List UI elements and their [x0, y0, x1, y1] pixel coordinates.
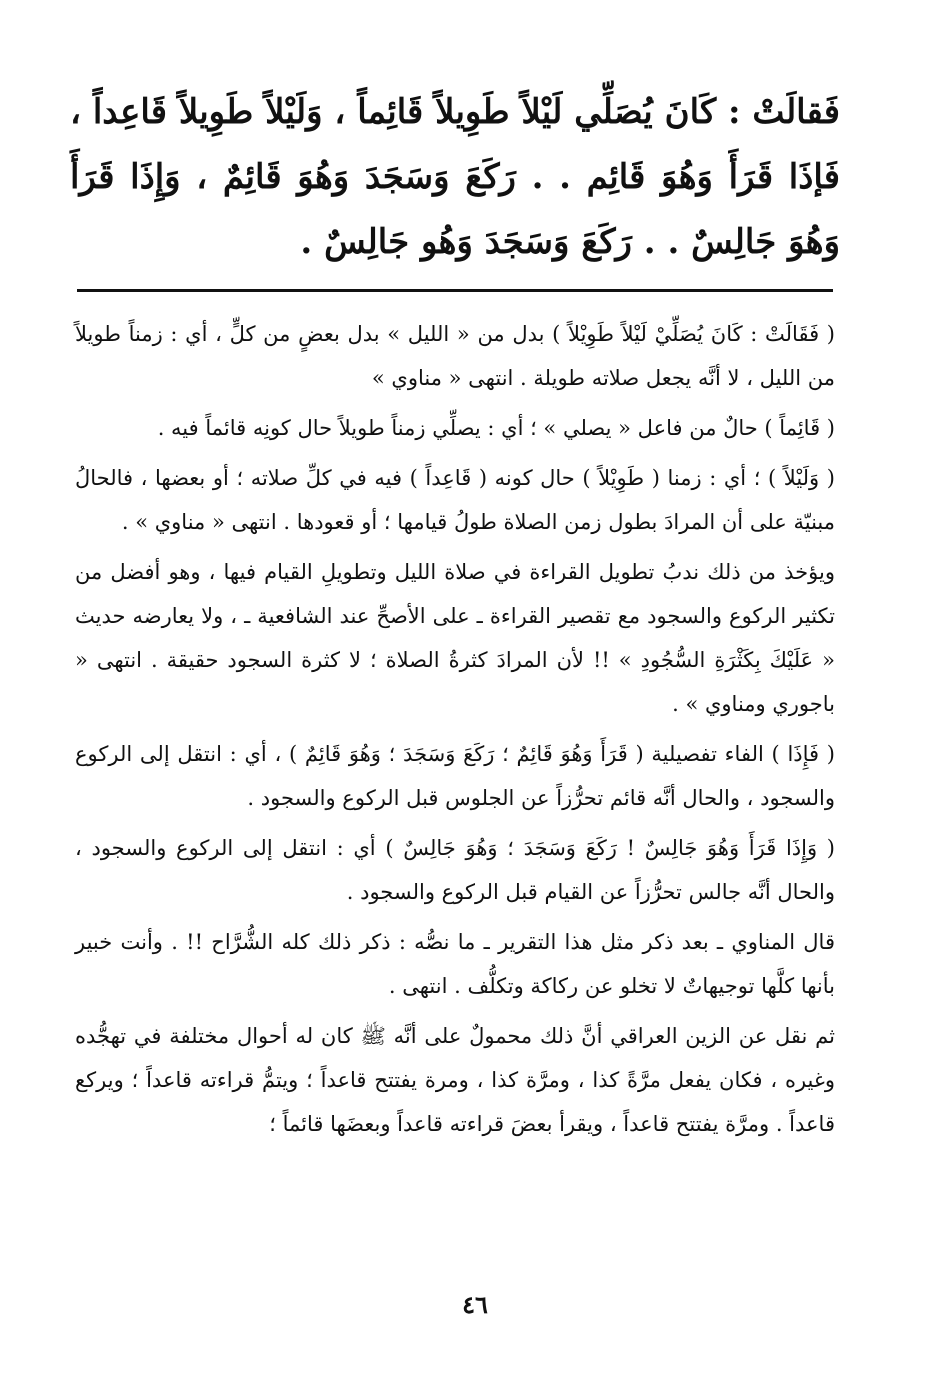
- separator-rule: [77, 289, 833, 292]
- commentary-paragraph: ( وَإِذَا قَرَأَ وَهُوَ جَالِسٌ ! رَكَعَ وَسَجَدَ ؛ وَهُوَ جَالِسٌ ) أي : انتقل إلى الركوع والسجود ، والحال أنَّه جالس تحرُّزاً عن القيام قبل الركوع والسجود .: [75, 836, 835, 904]
- commentary-paragraph: ويؤخذ من ذلك ندبُ تطويل القراءة في صلاة الليل وتطويلِ القيام فيها ، وهو أفضل من تكثير الركوع والسجود مع تقصير القراءة ـ على الأصحِّ عند الشافعية ـ ، ولا يعارضه حديث « عَلَيْكَ بِكَثْرَةِ السُّجُودِ » !! لأن المرادَ كثرةُ الصلاة ؛ لا كثرة السجود حقيقة . انتهى « باجوري ومناوي » .: [75, 560, 835, 716]
- commentary-section: [75, 312, 835, 1152]
- commentary-paragraph: ( قَائِماً ) حالٌ من فاعل « يصلي » ؛ أي : يصلِّي زمناً طويلاً حال كونِه قائماً فيه .: [157, 416, 835, 440]
- commentary-paragraph: ( فَقَالَتْ : كَانَ يُصَلِّيْ لَيْلاً طَوِيْلاً ) بدل من « الليل » بدل بعضٍ من كلٍّ ، أي : زمناً طويلاً من الليل ، لا أنَّه يجعل صلاته طويلة . انتهى « مناوي »: [75, 322, 835, 390]
- commentary-paragraph: ( وَلَيْلاً ) ؛ أي : زمنا ( طَوِيْلاً ) حال كونه ( قَاعِداً ) فيه في كلِّ صلاته ؛ أو بعضها ، فالحالُ مبنيّة على أن المرادَ بطول زمن الصلاة طولُ قيامها ؛ أو قعودها . انتهى « مناوي » .: [75, 466, 835, 534]
- commentary-paragraph: قال المناوي ـ بعد ذكر مثل هذا التقرير ـ ما نصُّه : ذكر ذلك كله الشُّرَّاح !! . وأنت خبير بأنها كلَّها توجيهاتٌ لا تخلو عن ركاكة وتكلُّف . انتهى .: [75, 930, 835, 998]
- page-number: ٤٦: [462, 1290, 488, 1319]
- hadith-text: فَقالَتْ : كَانَ يُصَلِّي لَيْلاً طَوِيلاً قَائِماً ، وَلَيْلاً طَوِيلاً قَاعِداً ، فَإذَا قَرَأَ وَهُوَ قَائِم . . رَكَعَ وَسَجَدَ وَهُوَ قَائِمٌ ، وَإِذَا قَرَأَ وَهُوَ جَالِسٌ . . رَكَعَ وَسَجَدَ وَهُو جَالِسٌ .: [70, 92, 840, 262]
- commentary-paragraph: ( فَإِذَا ) الفاء تفصيلية ( قَرَأَ وَهُوَ قَائِمٌ ؛ رَكَعَ وَسَجَدَ ؛ وَهُوَ قَائِمٌ ) ، أي : انتقل إلى الركوع والسجود ، والحال أنَّه قائم تحرُّزاً عن الجلوس قبل الركوع والسجود .: [75, 742, 836, 810]
- commentary-paragraph: ثم نقل عن الزين العراقي أنَّ ذلك محمولٌ على أنَّه ﷺ كان له أحوال مختلفة في تهجُّده وغيره ، فكان يفعل مرَّةً كذا ، ومرَّة كذا ، ومرة يفتتح قاعداً ؛ ويتمُّ قراءته قاعداً ؛ ويركع قاعداً . ومرَّة يفتتح قاعداً ، ويقرأ بعضَ قراءته قاعداً وبعضَها قائماً ؛: [75, 1024, 835, 1136]
